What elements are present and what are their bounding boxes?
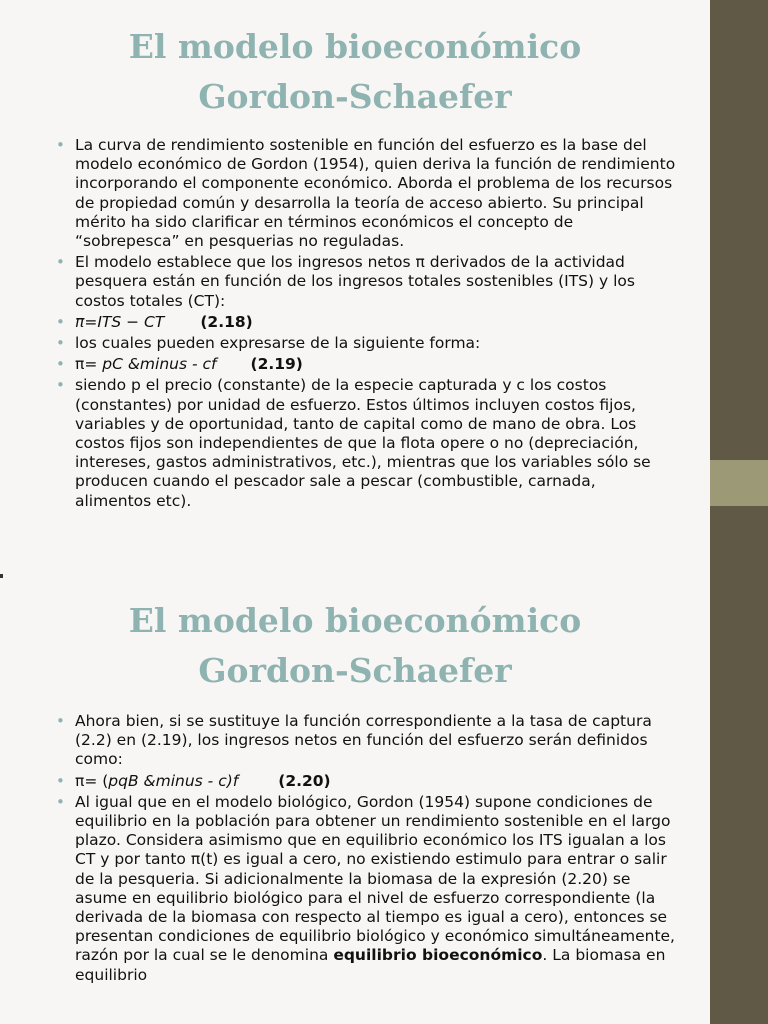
bullet-dot-icon: • (56, 771, 65, 790)
bullet-item (56, 712, 676, 770)
bullet-item (56, 253, 676, 311)
slide-divider-mark (0, 574, 3, 578)
slide-1-bullet-list (56, 136, 676, 513)
bullet-dot-icon: • (56, 312, 65, 331)
equation-prefix: π= (75, 355, 103, 374)
equation-prefix: π= ( (75, 771, 109, 790)
bullet-item (56, 793, 676, 985)
slide-1-title-line-2: Gordon-Schaefer (198, 77, 512, 116)
bullet-text: El modelo establece que los ingresos netos π derivados de la actividad pesquera están en función de los ingresos totales sostenibles (ITS) y los costos totales (CT): (75, 253, 635, 310)
bullet-dot-icon: • (56, 136, 65, 154)
bullet-dot-icon: • (56, 334, 65, 353)
equation-2-19: pC &minus - cf (102, 355, 217, 374)
slide-1-title-line-1: El modelo bioeconómico (128, 27, 582, 66)
equation-number: (2.19) (250, 355, 303, 374)
bullet-dot-icon: • (56, 792, 65, 811)
bullet-text-tail: . La biomasa en equilibrio (75, 946, 666, 984)
bullet-item (56, 334, 676, 353)
bullet-dot-icon: • (56, 712, 65, 730)
side-bar-accent (710, 460, 768, 506)
side-bar (710, 0, 768, 1024)
bullet-dot-icon: • (56, 355, 65, 374)
bullet-text: Ahora bien, si se sustituye la función correspondiente a la tasa de captura (2.2) en (2.19), los ingresos netos en función del esfuerzo serán definidos como: (75, 712, 652, 769)
bullet-text: siendo p el precio (constante) de la especie capturada y c los costos (constantes) por unidad de esfuerzo. Estos últimos incluyen costos fijos, variables y de oportunidad, tanto de capital como de mano de obra. Los costos fijos son independientes de que la flota opere o no (depreciación, intereses, gastos administrativos, etc.), mientras que los variables sólo se producen cuando el pescador sale a pescar (combustible, carnada, alimentos etc). (75, 376, 651, 510)
bullet-item (56, 313, 676, 332)
equation-2-20: pqB &minus - c)f (108, 771, 239, 790)
equation-number: (2.18) (200, 312, 253, 331)
bullet-text: Al igual que en el modelo biológico, Gordon (1954) supone condiciones de equilibrio en la población para obtener un rendimiento sostenible en el largo plazo. Considera asimismo que en equilibrio económico los ITS igualan a los CT y por tanto π(t) es igual a cero, no existiendo estimulo para entrar o salir de la pesqueria. Si adicionalmente la biomasa de la expresión (2.20) se asume en equilibrio biológico para el nivel de esfuerzo correspondiente (la derivada de la biomasa con respecto al tiempo es igual a cero), entonces se presentan condiciones de equilibrio biológico y económico simultáneamente, razón por la cual se le denomina (75, 792, 675, 965)
slide-2-bullet-list (56, 712, 676, 987)
slide-2-title-line-2: Gordon-Schaefer (198, 651, 512, 690)
bullet-dot-icon: • (56, 376, 65, 395)
bullet-text: los cuales pueden expresarse de la siguiente forma: (75, 334, 481, 353)
equation-2-18: π=ITS − CT (75, 312, 165, 331)
bullet-item (56, 772, 676, 791)
bullet-item (56, 355, 676, 374)
bullet-item (56, 136, 676, 251)
slide-2-title-line-1: El modelo bioeconómico (128, 601, 582, 640)
bold-term: equilibrio bioeconómico (333, 946, 543, 965)
slide-2-title (0, 596, 710, 696)
bullet-text: La curva de rendimiento sostenible en función del esfuerzo es la base del modelo económico de Gordon (1954), quien deriva la función de rendimiento incorporando el componente económico. Aborda el problema de los recursos de propiedad común y desarrolla la teoría de acceso abierto. Su principal mérito ha sido clarificar en términos económicos el concepto de “sobrepesca” en pesquerias no reguladas. (75, 136, 676, 251)
slide-1-title (0, 22, 710, 122)
bullet-dot-icon: • (56, 253, 65, 272)
bullet-item (56, 376, 676, 510)
equation-number: (2.20) (278, 771, 331, 790)
slide-2 (0, 576, 710, 1024)
